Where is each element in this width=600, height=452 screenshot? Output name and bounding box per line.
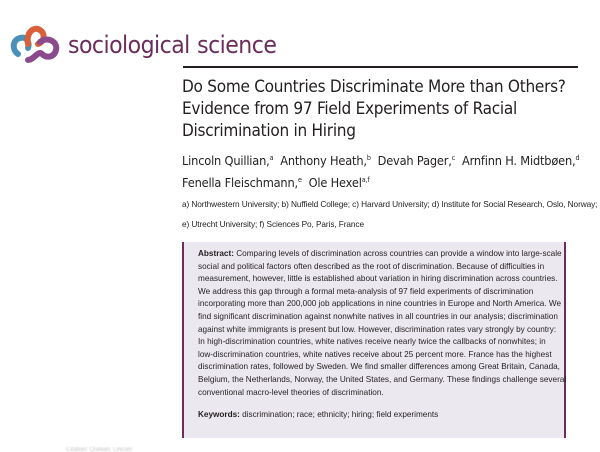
abstract-box: [182, 242, 566, 438]
title-line: Evidence from 97 Field Experiments of Racial: [182, 99, 518, 118]
journal-name: [68, 30, 276, 60]
abstract-line: find significant discrimination against nonwhite natives in all countries in our analysis; discrimination: [198, 311, 558, 321]
abstract-line: discrimination rates, followed by Sweden. We find smaller differences among Great Britain, Canada,: [198, 362, 560, 372]
logo-purple-loop: [28, 40, 56, 60]
author-affil-mark: d: [575, 154, 580, 162]
abstract-line: We address this gap through a formal meta-analysis of 97 field experiments of discrimination: [198, 286, 534, 296]
footer-citation: Citation: Quillian, Lincoln: [66, 447, 133, 452]
author-name: Devah Pager,: [377, 153, 452, 168]
affiliations-line-2: e) Utrecht University; f) Sciences Po, Paris, France: [182, 219, 364, 229]
author-affil-mark: b: [366, 154, 371, 162]
title-line: Discrimination in Hiring: [182, 121, 356, 140]
author-name: Anthony Heath,: [280, 153, 367, 168]
abstract-line: low-discrimination countries, white natives receive about 25 percent more. France has the highest: [198, 349, 552, 359]
keywords-label: Keywords:: [198, 410, 240, 420]
abstract-text: Comparing levels of discrimination across countries can provide a window into large-scale: [236, 249, 562, 258]
journal-logo-icon: [8, 20, 64, 68]
abstract-line: against white immigrants is present but low. However, discrimination rates vary strongly by country:: [198, 324, 557, 334]
author-list: [182, 150, 592, 194]
abstract-label: Abstract:: [198, 249, 234, 258]
author-name: Ole Hexel: [308, 175, 362, 190]
header-rule: [183, 66, 578, 68]
author-name: Arnfinn H. Midtbøen,: [461, 153, 576, 168]
author-affil-mark: a: [269, 154, 274, 162]
journal-name-part2: science: [197, 31, 277, 59]
abstract-line: [198, 248, 562, 261]
keywords-text: discrimination; race; ethnicity; hiring; field experiments: [242, 410, 439, 420]
author-line-1: [182, 150, 580, 172]
author-name: Fenella Fleischmann,: [182, 175, 298, 190]
affiliations-line-1: a) Northwestern University; b) Nuffield College; c) Harvard University; d) Institute for Social Research, Oslo, Norway;: [182, 199, 598, 209]
journal-name-part1: sociological: [68, 31, 190, 59]
abstract-line: conventional macro-level theories of discrimination.: [198, 387, 384, 397]
keywords: [198, 409, 552, 422]
abstract-line: In high-discrimination countries, white natives receive nearly twice the callbacks of nonwhites; in: [198, 337, 546, 347]
author-affil-mark: a,f: [361, 176, 370, 184]
author-line-2: [182, 172, 559, 194]
author-affil-mark: e: [297, 176, 302, 184]
abstract-line: measurement, however, little is established about variation in hiring discrimination across countries.: [198, 274, 558, 284]
author-name: Lincoln Quillian,: [182, 153, 270, 168]
article-title: [182, 76, 582, 142]
title-line: Do Some Countries Discriminate More than Others?: [182, 77, 566, 96]
author-affil-mark: c: [451, 154, 456, 162]
abstract-line: social and political factors often described as the root of discrimination. Because of difficulties in: [198, 261, 545, 271]
abstract-line: Belgium, the Netherlands, Norway, the United States, and Germany. These findings challenge several: [198, 374, 567, 384]
abstract-line: incorporating more than 200,000 job applications in nine countries in Europe and North America. We: [198, 299, 562, 309]
